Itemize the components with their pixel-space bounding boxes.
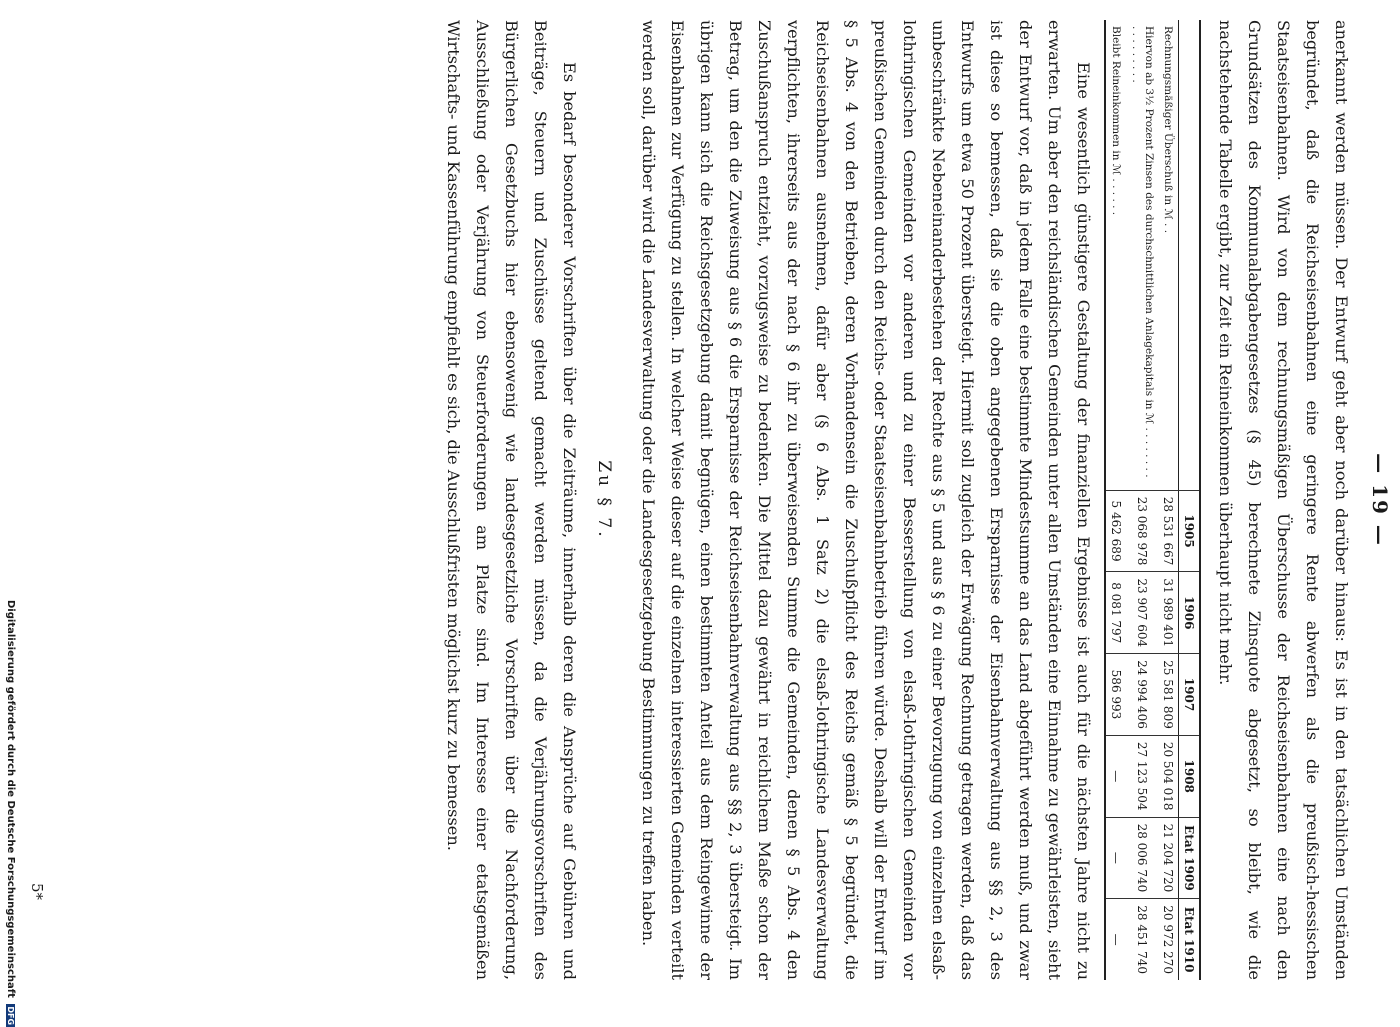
finance-table: [1104, 20, 1201, 980]
table-cell: 28 451 740: [1126, 899, 1158, 980]
table-header-cell: 1908: [1179, 735, 1201, 817]
table-cell: 5 462 689: [1105, 490, 1126, 572]
table-cell: —: [1105, 735, 1126, 817]
table-cell: 586 993: [1105, 654, 1126, 736]
digitization-note: [2, 600, 16, 1026]
table-header-row: [1179, 20, 1201, 980]
table-cell: 31 989 401: [1158, 572, 1179, 654]
table-cell: 20 504 018: [1158, 735, 1179, 817]
table-header-cell: 1905: [1179, 490, 1201, 572]
section-heading: Zu § 7.: [594, 460, 614, 540]
table-cell: —: [1105, 899, 1126, 980]
section-paragraph: Es bedarf besonderer Vorschriften über die Zeiträume, innerhalb deren die Ansprüche auf Gebühren und Beiträge, Steuern und Zuschüsse geltend gemacht werden müssen, da die Verjährungsvorschriften des Bürgerlichen Gesetzbuchs hier ebensowenig wie landesgesetzliche Vorschriften über die Nachforderung, Ausschließung oder Verjährung von Steuerforderungen am Platze sind. Im Interesse einer etatsgemäßen Wirtschafts- und Kassenführung empfiehlt es sich, die Ausschlußfristen möglichst kurz zu bemessen.: [444, 20, 579, 980]
main-paragraph: Eine wesentlich günstigere Gestaltung der finanziellen Ergebnisse ist auch für die nächsten Jahre nicht zu erwarten. Um aber den reichsländischen Gemeinden unter allen Umständen eine Einnahme zu gewährleisten, sieht der Entwurf vor, daß in jedem Falle eine bestimmte Mindestsumme an das Land abgeführt werden muß, und zwar ist diese so bemessen, daß sie die oben angegebenen Ersparnisse der Eisenbahnverwaltung aus §§ 2, 3 des Entwurfs um etwa 50 Prozent übersteigt. Hiermit soll zugleich der Erwägung Rechnung getragen werden, daß das unbeschränkte Nebeneinanderbestehen der Rechte aus § 5 und aus § 6 zu einer Bevorzugung von einzelnen elsaß-lothringischen Gemeinden vor anderen und zu einer Besserstellung von elsaß-lothringischen Gemeinden vor preußischen Gemeinden durch den Reichs- oder Staatseisenbahnbetrieb führen würde. Deshalb will der Entwurf im § 5 Abs. 4 von den Betrieben, deren Vorhandensein die Zuschußpflicht des Reichs gemäß § 5 begründet, die Reichseisenbahnen ausnehmen, dafür aber (§ 6 Abs. 1 Satz 2) die elsaß-lothringische Landesverwaltung verpflichten, ihrerseits aus der nach § 6 ihr zu überweisenden Summe die Gemeinden, denen § 5 Abs. 4 den Zuschußanspruch entzieht, vorzugsweise zu bedenken. Die Mittel dazu gewährt in reichlichem Maße schon der Betrag, um den die Zuweisung aus § 6 die Ersparnisse der Reichseisenbahnverwaltung aus §§ 2, 3 übersteigt. Im übrigen kann sich die Reichsgesetzgebung damit begnügen, einen bestimmten Anteil aus dem Reingewinne der Eisenbahnen zur Verfügung zu stellen. In welcher Weise dieser auf die einzelnen interessierten Gemeinden verteilt werden soll, darüber wird die Landesverwaltung oder die Landesgesetzgebung Bestimmungen zu treffen haben.: [639, 20, 1093, 980]
table-cell: 28 006 740: [1126, 817, 1158, 899]
table-cell: 24 994 406: [1126, 654, 1158, 736]
table-cell: 20 972 270: [1158, 899, 1179, 980]
table-header-cell: 1906: [1179, 572, 1201, 654]
table-cell: 21 204 720: [1158, 817, 1179, 899]
table-cell: 23 068 978: [1126, 490, 1158, 572]
table-cell: 28 531 667: [1158, 490, 1179, 572]
table-row: [1158, 20, 1179, 980]
page-number: — 19 —: [1368, 453, 1392, 547]
table-header-cell: Etat 1910: [1179, 899, 1201, 980]
table-row: [1126, 20, 1158, 980]
signature-mark: 5*: [28, 882, 46, 900]
table-header-cell: Etat 1909: [1179, 817, 1201, 899]
table-cell: 23 907 604: [1126, 572, 1158, 654]
table-header-cell: 1907: [1179, 654, 1201, 736]
row-label: Hiervon ab 3½ Prozent Zinsen des durchschnittlichen Anlagekapitals in ℳ . . . . . . . . . . . . . . . . .: [1130, 26, 1155, 478]
dfg-logo: DFG: [6, 1006, 15, 1026]
row-label: Rechnungsmäßiger Überschuß in ℳ . .: [1162, 26, 1175, 234]
table-row: [1105, 20, 1126, 980]
table-header-cell: [1179, 20, 1201, 490]
table-cell: —: [1105, 817, 1126, 899]
intro-paragraph: anerkannt werden müssen. Der Entwurf geht aber noch darüber hinaus: Es ist in den tatsächlichen Umständen begründet, daß die Reichseisenbahnen eine geringere Rente abwerfen als die preußisch-hessischen Staatseisenbahnen. Wird von dem rechnungsmäßigen Überschusse der Reichseisenbahnen eine nach den Grundsätzen des Kommunalabgabengesetzes (§ 45) berechnete Zinsquote abgesetzt, so bleibt, wie die nachstehende Tabelle ergibt, zur Zeit ein Reineinkommen überhaupt nicht mehr.: [1216, 20, 1351, 980]
digitization-note-text: Digitalisierung gefördert durch die Deutsche Forschungsgemeinschaft: [5, 600, 16, 998]
table-cell: 8 081 797: [1105, 572, 1126, 654]
table-cell: 25 581 809: [1158, 654, 1179, 736]
table-cell: 27 123 504: [1126, 735, 1158, 817]
row-label: Bleibt Reineinkommen in ℳ . . . . . .: [1110, 26, 1123, 216]
document-page: [0, 20, 1400, 980]
